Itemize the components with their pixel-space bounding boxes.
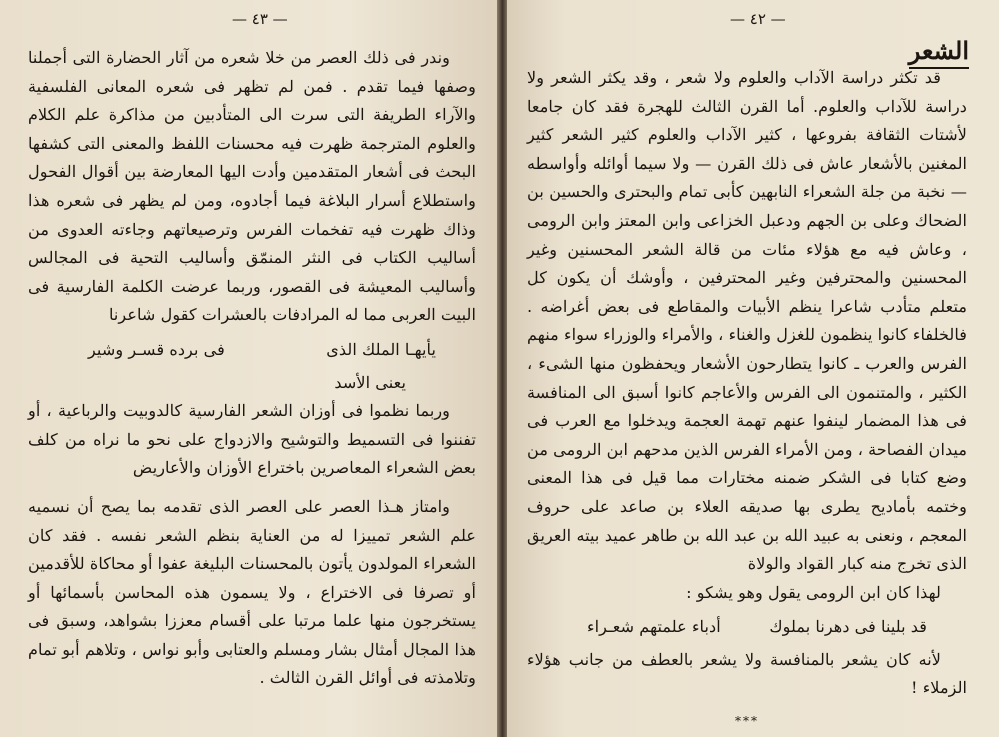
page-number: — ٤٣ — <box>232 10 288 28</box>
paragraph: لهذا كان ابن الرومى يقول وهو يشكو : <box>686 582 941 602</box>
right-page-body <box>527 64 967 736</box>
section-end-stars: *** <box>735 714 759 729</box>
verse <box>28 336 476 365</box>
verse-hemistich-second: فى برده قسـر وشير <box>88 339 225 359</box>
verse-hemistich-first: قد بلينا فى دهرنا بملوك <box>769 617 927 637</box>
paragraph: وندر فى ذلك العصر من خلا شعره من آثار الحضارة التى أجملنا وصفها فيما تقدم . فمن لم تظهر فى شعره المعانى الفلسفية والآراء الطريفة التى سرت الى المتأدبين من مذاكرة علم الكلام والعلوم المترجمة ظهرت فيه محسنات اللفظ والمعنى التى كشفها البحث فى أشعار المتقدمين وأدت اليها المعارضة بين أقوال الفحول واستطلاع أسرار البلاغة فيما أجادوه، ومن لم يظهر فى شعره هذا وذاك ظهرت فيه تفخمات الفرس وترصيعاتهم وجاءته العدوى من أساليب الكتاب فى النثر المنمّق وأساليب التحية فى المجالس وأساليب المعيشة فى القصور، وربما عرضت الكلمة الفارسية فى البيت العربى مما له المرادفات بالعشرات كقول شاعرنا <box>28 48 476 325</box>
verse-note: يعنى الأسد <box>334 372 406 392</box>
paragraph: وامتاز هـذا العصر على العصر الذى تقدمه بما يصح أن نسميه علم الشعر تمييزا له من العناية بنظم الشعر نفسه . فقد كان الشعراء المولدون يأتون بالمحسنات البليغة عفوا أو محاكاة للأقدمين أو تصرفا فى الاختراع ، ولا يسمون هذه المحاسن بأسمائها أو يستخرجون منها علما مرتبا على أقسام معززا بشواهد، وسبق فى هذا المجال أمثال بشار ومسلم والعتابى وأبو نواس ، وتلاهم أبو تمام وتلامذته فى أوائل القرن الثالث . <box>28 496 476 688</box>
verse-hemistich-first: يأيهـا الملك الذى <box>326 339 436 359</box>
page-number: — ٤٢ — <box>730 10 786 28</box>
paragraph: وربما نظموا فى أوزان الشعر الفارسية كالدوبيت والرباعية ، أو تفننوا فى التسميط والتوشيح والازدواج على نحو ما نراه من كلف بعض الشعراء المعاصرين باختراع الأوزان والأعاريض <box>28 401 476 478</box>
left-page-body <box>28 44 476 693</box>
section-heading: الشعر <box>909 36 969 69</box>
verse <box>527 613 967 642</box>
verse-hemistich-second: أدباء علمتهم شعـراء <box>587 617 721 637</box>
right-page <box>507 0 999 737</box>
paragraph: لأنه كان يشعر بالمنافسة ولا يشعر بالعطف من جانب هؤلاء الزملاء ! <box>527 649 967 698</box>
left-page <box>0 0 498 737</box>
paragraph: قد تكثر دراسة الآداب والعلوم ولا شعر ، وقد يكثر الشعر ولا دراسة للآداب والعلوم. أما القرن الثالث للهجرة فقد كان جامعا لأشتات الثقافة بفروعها ، كثير الآداب والعلوم كثير الشعر كثير المغنين بالأشعار عاش فى ذلك القرن — ولا سيما أوائله وأواسطه — نخبة من جلة الشعراء النابهين كأبى تمام والبحترى والحسين بن الضحاك وعلى بن الجهم ودعبل الخزاعى وابن المعتز وابن الرومى ، وعاش فيه مع هؤلاء مئات من قالة الشعر المحسنين وغير المحسنين والمحترفين وغير المحترفين ، وأوشك أن يكون كل متعلم متأدب شاعرا ينظم الأبيات والمقاطع فى بعض أغراضه . فالخلفاء كانوا ينظمون للغزل والغناء ، والأمراء والوزراء سواء منهم الفرس والعرب ـ كانوا يتطارحون الأشعار ويحفظون منها الشىء ، الكثير ، والمتنمون الى الفرس والأعاجم كانوا أسبق الى المنافسة فى هذا المضمار لينفوا عنهم تهمة العجمة ويدخلوا مع العرب فى ميدان الفصاحة ، ومن الأمراء الفرس الذين مدحهم ابن الرومى من وضع كتابا فى الشكر ضمنه مختارات مما قيل فى هذا المعنى وختمه بأماديح يطرى بها صديقه العلاء بن صاعد على حروف المعجم ، ونعنى به عبيد الله بن عبد الله بن طاهر عميد بيته العريق الذى تخرج منه كبار القواد والولاة <box>527 68 967 574</box>
